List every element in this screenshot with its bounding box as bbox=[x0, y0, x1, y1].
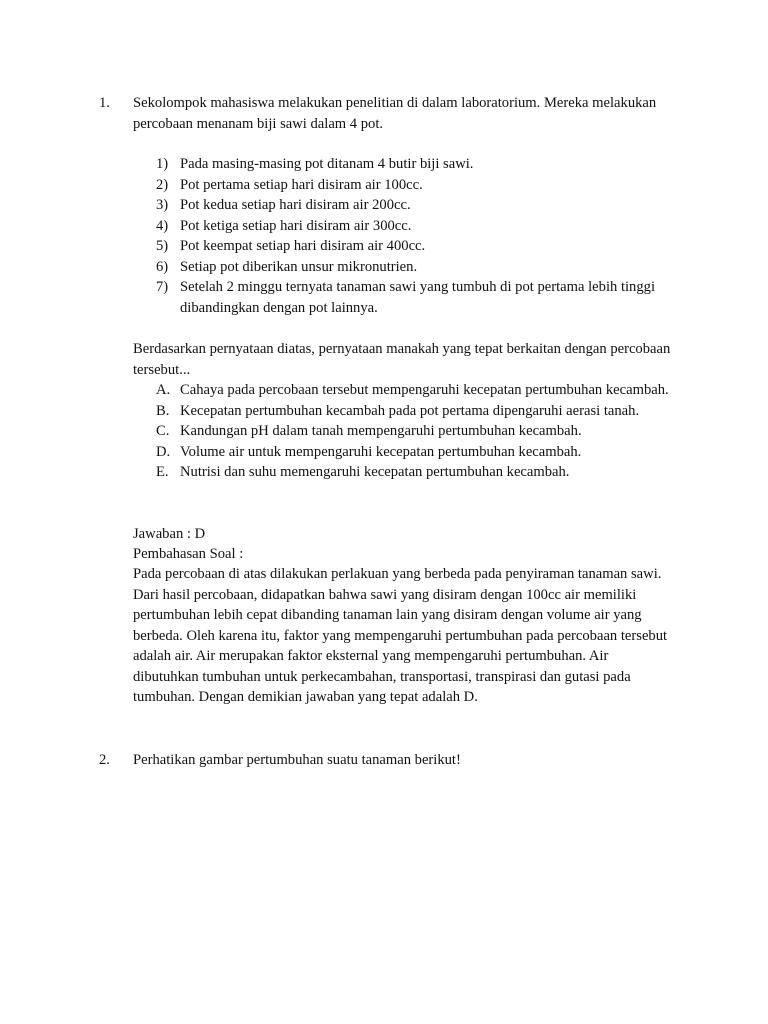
statement-item bbox=[156, 195, 686, 216]
option-text: Kecepatan pertumbuhan kecambah pada pot pertama dipengaruhi aerasi tanah. bbox=[180, 402, 640, 419]
option-text: Cahaya pada percobaan tersebut mempengaruhi kecepatan pertumbuhan kecambah. bbox=[180, 382, 669, 398]
answer-text: Jawaban : D bbox=[133, 526, 206, 542]
option-item bbox=[156, 462, 686, 483]
question-prompt: Berdasarkan pernyataan diatas, pernyataan manakah yang tepat berkaitan dengan percobaan tersebut... bbox=[133, 341, 671, 378]
statement-item bbox=[156, 257, 686, 278]
option-item bbox=[156, 380, 686, 401]
discussion-text: Pada percobaan di atas dilakukan perlakuan yang berbeda pada penyiraman tanaman sawi. Dari hasil percobaan, didapatkan bahwa sawi yang disiram dengan 100cc air memiliki pertumbuhan lebih cepat dibanding tanaman lain yang disiram dengan volume air yang berbeda. Oleh karena itu, faktor yang mempengaruhi pertumbuhan pada percobaan tersebut adalah air. Air merupakan faktor eksternal yang mempengaruhi pertumbuhan. Air dibutuhkan tumbuhan untuk perkecambahan, transportasi, transpirasi dan gutasi pada tumbuhan. Dengan demikian jawaban yang tepat adalah D. bbox=[133, 566, 668, 705]
statement-text: Pot ketiga setiap hari disiram air 300cc. bbox=[180, 217, 412, 234]
option-item bbox=[156, 442, 686, 463]
statement-marker: 6) bbox=[156, 258, 169, 275]
statement-text: Pot kedua setiap hari disiram air 200cc. bbox=[180, 197, 411, 213]
statement-text: Pada masing-masing pot ditanam 4 butir biji sawi. bbox=[180, 156, 474, 172]
statement-text: Pot pertama setiap hari disiram air 100cc. bbox=[180, 176, 423, 193]
statement-text: Setelah 2 minggu ternyata tanaman sawi yang tumbuh di pot pertama lebih tinggi dibandingkan dengan pot lainnya. bbox=[180, 279, 655, 316]
question-1-intro: Sekolompok mahasiswa melakukan penelitian di dalam laboratorium. Mereka melakukan percobaan menanam biji sawi dalam 4 pot. bbox=[133, 95, 657, 132]
option-list bbox=[156, 380, 686, 483]
statement-item bbox=[156, 277, 686, 318]
option-item bbox=[156, 401, 686, 422]
option-marker: B. bbox=[156, 402, 170, 419]
question-2-text: Perhatikan gambar pertumbuhan suatu tanaman berikut! bbox=[133, 752, 461, 768]
option-marker: A. bbox=[156, 382, 171, 398]
statement-marker: 3) bbox=[156, 197, 169, 213]
statement-text: Setiap pot diberikan unsur mikronutrien. bbox=[180, 258, 418, 275]
statement-item bbox=[156, 154, 686, 175]
statement-item bbox=[156, 216, 686, 237]
option-text: Volume air untuk mempengaruhi kecepatan pertumbuhan kecambah. bbox=[180, 443, 582, 460]
statement-text: Pot keempat setiap hari disiram air 400cc. bbox=[180, 238, 426, 254]
discussion-title: Pembahasan Soal : bbox=[133, 546, 244, 562]
statement-list bbox=[156, 154, 686, 318]
statement-marker: 1) bbox=[156, 156, 169, 172]
option-text: Kandungan pH dalam tanah mempengaruhi pertumbuhan kecambah. bbox=[180, 423, 582, 439]
statement-marker: 4) bbox=[156, 217, 169, 234]
statement-item bbox=[156, 236, 686, 257]
statement-marker: 2) bbox=[156, 176, 169, 193]
option-marker: C. bbox=[156, 423, 170, 439]
statement-marker: 5) bbox=[156, 238, 169, 254]
statement-item bbox=[156, 175, 686, 196]
option-marker: E. bbox=[156, 464, 169, 480]
statement-marker: 7) bbox=[156, 279, 169, 295]
option-text: Nutrisi dan suhu memengaruhi kecepatan pertumbuhan kecambah. bbox=[180, 464, 570, 480]
question-2-number: 2. bbox=[99, 752, 110, 768]
question-1-number: 1. bbox=[99, 95, 110, 111]
option-item bbox=[156, 421, 686, 442]
option-marker: D. bbox=[156, 443, 171, 460]
